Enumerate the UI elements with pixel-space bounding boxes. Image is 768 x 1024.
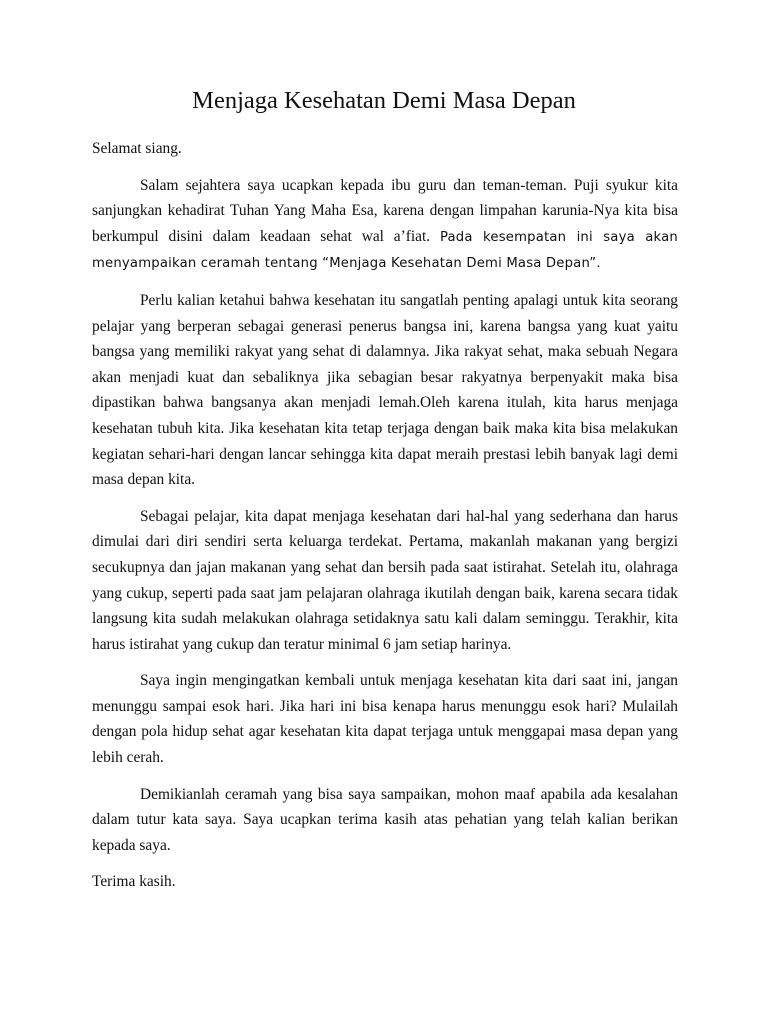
reminder-paragraph: Saya ingin mengingatkan kembali untuk menjaga kesehatan kita dari saat ini, jangan menunggu sampai esok hari. Jika hari ini bisa kenapa harus menunggu esok hari? Mulailah dengan pola hidup sehat agar kesehatan kita dapat terjaga untuk menggapai masa depan yang lebih cerah. — [92, 672, 678, 767]
document-title: Menjaga Kesehatan Demi Masa Depan — [192, 87, 576, 114]
opening-paragraph — [92, 173, 678, 277]
closing-paragraph: Terima kasih. — [92, 873, 176, 891]
greeting-paragraph: Selamat siang. — [92, 140, 182, 157]
opening-text: Salam sejahtera saya ucapkan kepada ibu guru dan teman-teman. Puji syukur kita sanjungkan kehadirat Tuhan Yang Maha Esa, karena dengan limpahan karunia-Nya kita bisa berkumpul disini dalam keadaan sehat wal a’fiat. — [92, 176, 678, 245]
student-tips-paragraph: Sebagai pelajar, kita dapat menjaga kesehatan dari hal-hal yang sederhana dan harus dimulai dari diri sendiri serta keluarga terdekat. Pertama, makanlah makanan yang bergizi secukupnya dan jajan makanan yang sehat dan bersih pada saat istirahat. Setelah itu, olahraga yang cukup, seperti pada saat jam pelajaran olahraga ikutilah dengan baik, karena secara tidak langsung kita sudah melakukan olahraga setidaknya satu kali dalam seminggu. Terakhir, kita harus istirahat yang cukup dan teratur minimal 6 jam setiap harinya. — [92, 507, 678, 653]
closing-remarks-paragraph: Demikianlah ceramah yang bisa saya sampaikan, mohon maaf apabila ada kesalahan dalam tutur kata saya. Saya ucapkan terima kasih atas pehatian yang telah kalian berikan kepada saya. — [92, 785, 678, 854]
health-importance-paragraph: Perlu kalian ketahui bahwa kesehatan itu sangatlah penting apalagi untuk kita seorang pelajar yang berperan sebagai generasi penerus bangsa ini, karena bangsa yang kuat yaitu bangsa yang memiliki rakyat yang sehat di dalamnya. Jika rakyat sehat, maka sebuah Negara akan menjadi kuat dan sebaliknya jika sebagian besar rakyatnya berpenyakit maka bisa dipastikan bahwa bangsanya akan menjadi lemah.Oleh karena itulah, kita harus menjaga kesehatan tubuh kita. Jika kesehatan kita tetap terjaga dengan baik maka kita bisa melakukan kegiatan sehari-hari dengan lancar sehingga kita dapat meraih prestasi lebih banyak lagi demi masa depan kita. — [92, 291, 678, 489]
document-body — [92, 136, 678, 906]
opening-topic-text: Pada kesempatan ini saya akan menyampaikan ceramah tentang “Menjaga Kesehatan Demi Masa Depan”. — [92, 229, 678, 272]
